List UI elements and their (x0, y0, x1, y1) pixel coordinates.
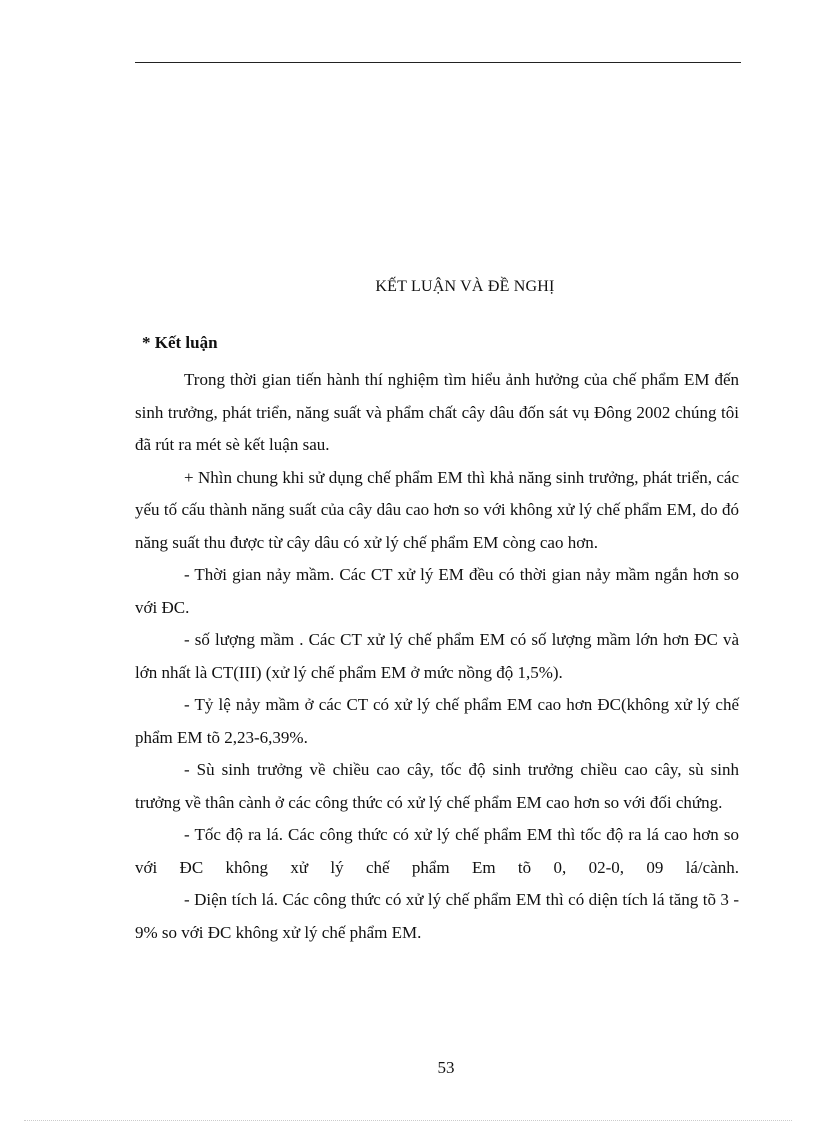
paragraph: - Tỷ lệ nảy mầm ở các CT có xử lý chế phẩm EM cao hơn ĐC(không xử lý chế phẩm EM tõ 2,23-6,39%. (135, 695, 739, 747)
section-title: * Kết luận (142, 333, 218, 352)
page-heading: KẾT LUẬN VÀ ĐỀ NGHỊ (375, 278, 555, 295)
paragraph: - Thời gian nảy mầm. Các CT xử lý EM đều có thời gian nảy mầm ngắn hơn so với ĐC. (135, 565, 739, 617)
header-rule (135, 62, 741, 63)
paragraph: - Diện tích lá. Các công thức có xử lý chế phẩm EM thì có diện tích lá tăng tõ 3 - 9% so với ĐC không xử lý chế phẩm EM. (135, 890, 739, 942)
paragraph: - Sù sinh trưởng về chiều cao cây, tốc độ sinh trưởng chiều cao cây, sù sinh trưởng về thân cành ở các công thức có xử lý chế phẩm EM cao hơn so với đối chứng. (135, 760, 739, 812)
paragraph: - số lượng mầm . Các CT xử lý chế phẩm EM có số lượng mầm lớn hơn ĐC và lớn nhất là CT(III) (xử lý chế phẩm EM ở mức nồng độ 1,5%). (135, 630, 739, 682)
paragraph: + Nhìn chung khi sử dụng chế phẩm EM thì khả năng sinh trưởng, phát triển, các yếu tố cấu thành năng suất của cây dâu cao hơn so với không xử lý chế phẩm EM, do đó năng suất thu được từ cây dâu có xử lý chế phẩm EM còng cao hơn. (135, 467, 739, 552)
footer-divider (24, 1120, 792, 1121)
body-text (135, 364, 739, 949)
paragraph: - Tốc độ ra lá. Các công thức có xử lý chế phẩm EM thì tốc độ ra lá cao hơn so với ĐC không xử lý chế phẩm Em tõ 0, 02-0, 09 lá/cành. (135, 825, 739, 877)
paragraph: Trong thời gian tiến hành thí nghiệm tìm hiểu ảnh hưởng của chế phẩm EM đến sinh trưởng, phát triển, năng suất và phẩm chất cây dâu đốn sát vụ Đông 2002 chúng tôi đã rút ra mét sè kết luận sau. (135, 370, 739, 454)
page-number: 53 (437, 1058, 455, 1077)
